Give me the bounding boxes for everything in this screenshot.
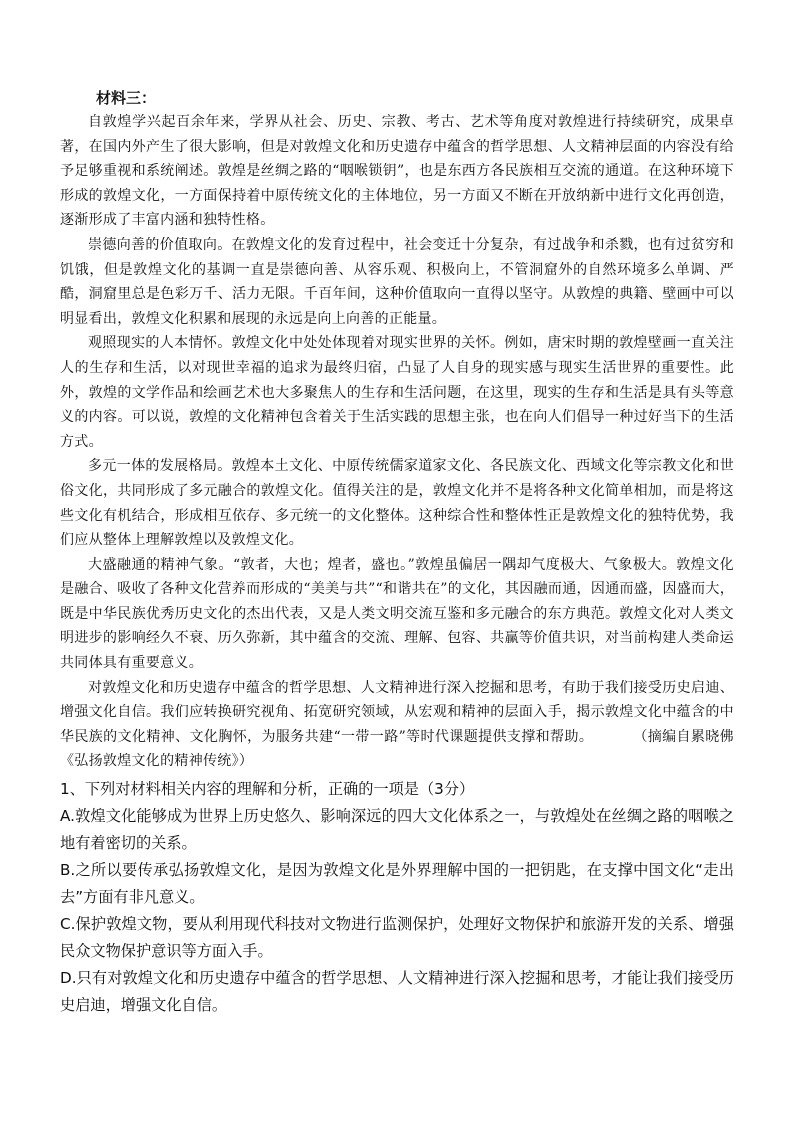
option-d: D.只有对敦煌文化和历史遗存中蕴含的哲学思想、人文精神进行深入挖掘和思考，才能让我们接受历史启迪，增强文化自信。 — [60, 969, 734, 1015]
question-block — [60, 776, 734, 1019]
material-paragraph-6-text: 对敦煌文化和历史遗存中蕴含的哲学思想、人文精神进行深入挖掘和思考，有助于我们接受历史启迪、增强文化自信。我们应转换研究视角、拓宽研究领域，从宏观和精神的层面入手，揭示敦煌文化中蕴含的中华民族的文化精神、文化胸怀，为服务共建“一带一路”等时代课题提供支撑和帮助。 — [60, 679, 734, 745]
option-b: B.之所以要传承弘扬敦煌文化，是因为敦煌文化是外界理解中国的一把钥匙，在支撑中国文化“走出去”方面有非凡意义。 — [60, 861, 734, 907]
material-paragraph-4: 多元一体的发展格局。敦煌本土文化、中原传统儒家道家文化、各民族文化、西域文化等宗教文化和世俗文化，共同形成了多元融合的敦煌文化。值得关注的是，敦煌文化并不是将各种文化简单相加，而是将这些文化有机结合，形成相互依存、多元统一的文化整体。这种综合性和整体性正是敦煌文化的独特优势，我们应从整体上理解敦煌以及敦煌文化。 — [60, 458, 734, 549]
material-paragraph-6 — [60, 676, 734, 774]
material-title: 材料三： — [96, 89, 157, 107]
material-paragraph-1: 自敦煌学兴起百余年来，学界从社会、历史、宗教、考古、艺术等角度对敦煌进行持续研究，成果卓著，在国内外产生了很大影响，但是对敦煌文化和历史遗存中蕴含的哲学思想、人文精神层面的内容没有给予足够重视和系统阐述。敦煌是丝绸之路的“咽喉锁钥”，也是东西方各民族相互交流的通道。在这种环境下形成的敦煌文化，一方面保持着中原传统文化的主体地位，另一方面又不断在开放纳新中进行文化再创造，逐渐形成了丰富内涵和独特性格。 — [60, 114, 734, 229]
option-a: A.敦煌文化能够成为世界上历史悠久、影响深远的四大文化体系之一，与敦煌处在丝绸之路的咽喉之地有着密切的关系。 — [60, 807, 734, 853]
material-paragraph-2: 崇德向善的价值取向。在敦煌文化的发育过程中，社会变迁十分复杂，有过战争和杀戮，也有过贫穷和饥饿，但是敦煌文化的基调一直是崇德向善、从容乐观、积极向上，不管洞窟外的自然环境多么单调、严酷，洞窟里总是色彩万千、活力无限。千百年间，这种价值取向一直得以坚守。从敦煌的典籍、壁画中可以明显看出，敦煌文化积累和展现的永远是向上向善的正能量。 — [60, 236, 734, 327]
material-source: （摘编自累晓佛《弘扬敦煌文化的精神传统》） — [60, 728, 734, 770]
option-c: C.保护敦煌文物，要从利用现代科技对文物进行监测保护，处理好文物保护和旅游开发的关系、增强民众文物保护意识等方面入手。 — [60, 915, 734, 961]
material-paragraph-5: 大盛融通的精神气象。“敦者，大也；煌者，盛也。”敦煌虽偏居一隅却气度极大、气象极大。敦煌文化是融合、吸收了各种文化营养而形成的“美美与共”“和谐共在”的文化，其因融而通，因通而盛，因盛而大，既是中华民族优秀历史文化的杰出代表，又是人类文明交流互鉴和多元融合的东方典范。敦煌文化对人类文明进步的影响经久不衰、历久弥新，其中蕴含的交流、理解、包容、共赢等价值共识，对当前构建人类命运共同体具有重要意义。 — [60, 556, 734, 672]
question-stem: 1、下列对材料相关内容的理解和分析，正确的一项是（3分） — [60, 780, 475, 799]
material-paragraph-3: 观照现实的人本情怀。敦煌文化中处处体现着对现实世界的关怀。例如，唐宋时期的敦煌壁画一直关注人的生存和生活，以对现世幸福的追求为最终归宿，凸显了人自身的现实感与现实生活世界的重要性。此外，敦煌的文学作品和绘画艺术也大多聚焦人的生存和生活问题，在这里，现实的生存和生活是具有头等意义的内容。可以说，敦煌的文化精神包含着关于生活实践的思想主张，也在向人们倡导一种过好当下的生活方式。 — [60, 335, 734, 450]
document-content — [60, 86, 734, 1019]
